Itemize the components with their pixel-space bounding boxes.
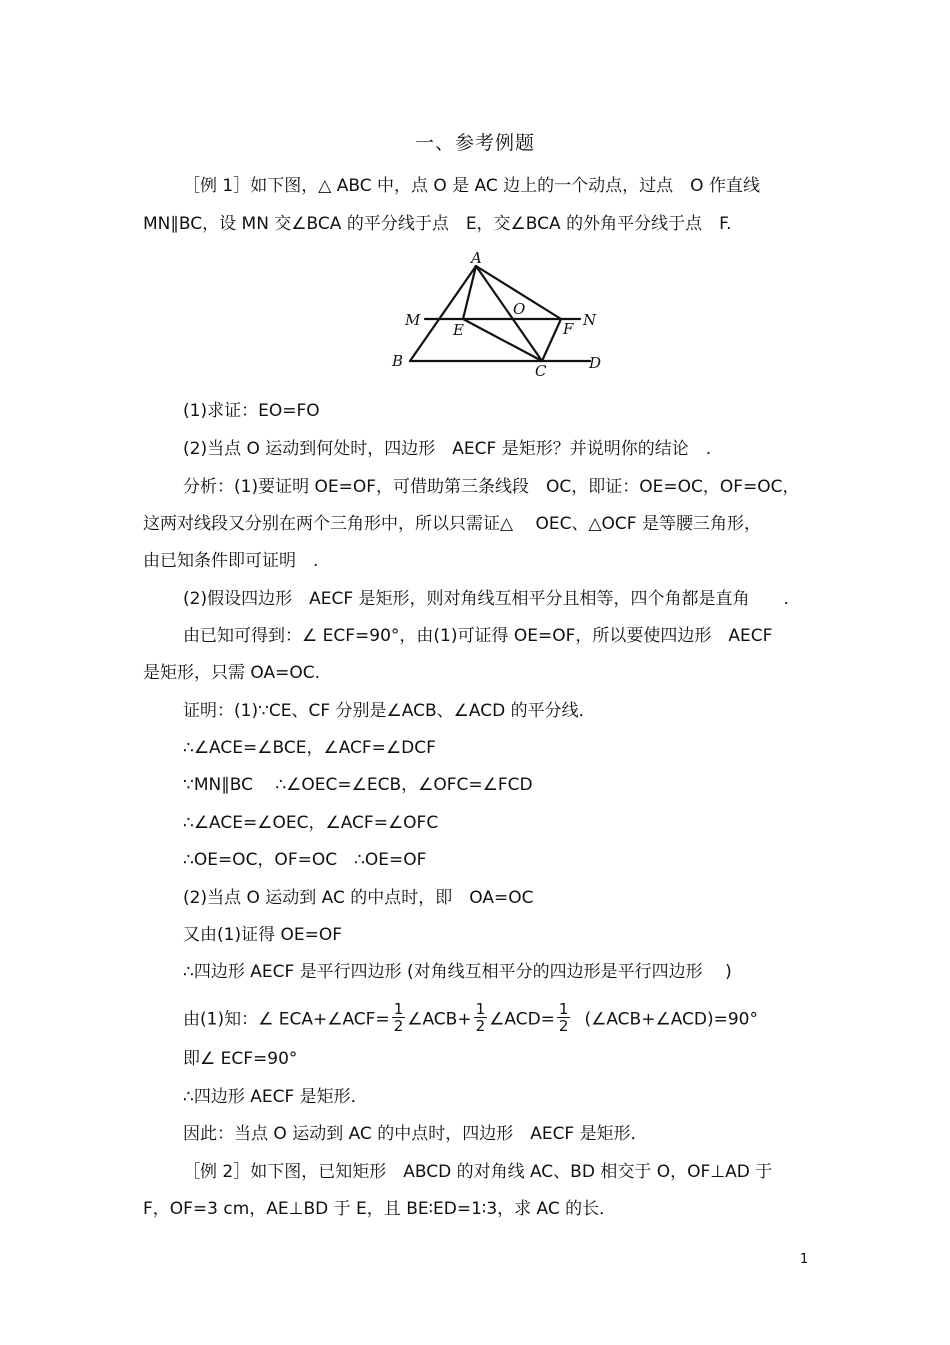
analysis-p2: (2)假设四边形 AECF 是矩形，则对角线互相平分且相等，四个角都是直角 .: [183, 589, 789, 609]
label-n: N: [583, 311, 597, 329]
segment-ac: [476, 266, 542, 361]
example1-line2: MN∥BC，设 MN 交∠BCA 的平分线于点 E，交∠BCA 的外角平分线于点 F.: [143, 214, 732, 234]
fraction-half-1: $\frac{1}{2}$: [393, 1000, 404, 1035]
label-o: O: [513, 300, 526, 318]
proof-line-2: ∴∠ACE=∠BCE，∠ACF=∠DCF: [183, 738, 436, 758]
proof-line-8: ∴四边形 AECF 是平行四边形 (对角线互相平分的四边形是平行四边形 ): [183, 962, 732, 982]
proof-line-9-mid1: ∠ACB+: [407, 1009, 472, 1030]
geometry-figure: [385, 248, 610, 378]
label-e: E: [453, 321, 464, 339]
segment-ec: [463, 319, 542, 361]
proof-line-5: ∴OE=OC，OF=OC ∴OE=OF: [183, 850, 427, 870]
label-f: F: [563, 320, 574, 338]
fraction-half-2: $\frac{1}{2}$: [475, 1000, 486, 1035]
proof-line-9-prefix: 由(1)知：∠ ECA+∠ACF=: [183, 1009, 390, 1030]
example1-line1: ［例 1］如下图，△ ABC 中，点 O 是 AC 边上的一个动点，过点 O 作直线: [183, 176, 760, 196]
proof-line-10: 即∠ ECF=90°: [183, 1049, 298, 1069]
analysis-p3-line2: 是矩形，只需 OA=OC.: [143, 663, 321, 683]
proof-line-7: 又由(1)证得 OE=OF: [183, 925, 343, 945]
proof-line-3: ∵MN∥BC ∴∠OEC=∠ECB，∠OFC=∠FCD: [183, 775, 533, 795]
section-title: 一、参考例题: [414, 132, 535, 154]
proof-line-1: 证明：(1)∵CE、CF 分别是∠ACB、∠ACD 的平分线．: [183, 701, 596, 721]
example2-line1: ［例 2］如下图，已知矩形 ABCD 的对角线 AC、BD 相交于 O，OF⊥AD 于: [183, 1162, 773, 1182]
analysis-p3-line1: 由已知可得到：∠ ECF=90°，由(1)可证得 OE=OF，所以要使四边形 AECF: [183, 626, 773, 646]
label-b: B: [392, 352, 404, 370]
proof-line-9: [183, 1000, 758, 1036]
segment-fc: [542, 319, 561, 361]
question-1: (1)求证：EO=FO: [183, 401, 320, 421]
analysis-p1-line1: 分析：(1)要证明 OE=OF，可借助第三条线段 OC，即证：OE=OC，OF=OC，: [183, 477, 800, 497]
proof-line-9-mid2: ∠ACD=: [489, 1009, 555, 1030]
page-number: 1: [800, 1252, 809, 1267]
question-2: (2)当点 O 运动到何处时，四边形 AECF 是矩形？并说明你的结论 .: [183, 439, 712, 459]
proof-line-11: ∴四边形 AECF 是矩形．: [183, 1087, 368, 1107]
proof-line-6: (2)当点 O 运动到 AC 的中点时，即 OA=OC: [183, 888, 534, 908]
example2-line2: F，OF=3 cm，AE⊥BD 于 E，且 BE∶ED=1∶3，求 AC 的长．: [143, 1199, 617, 1219]
analysis-p1-line2: 这两对线段又分别在两个三角形中，所以只需证△ OEC、△OCF 是等腰三角形，: [143, 514, 761, 534]
fraction-half-3: $\frac{1}{2}$: [558, 1000, 569, 1035]
triangle-diagram: [385, 248, 610, 378]
analysis-p1-line3: 由已知条件即可证明 .: [143, 551, 319, 571]
label-d: D: [589, 354, 602, 372]
proof-line-12: 因此：当点 O 运动到 AC 的中点时，四边形 AECF 是矩形．: [183, 1124, 648, 1144]
label-m: M: [405, 311, 421, 329]
proof-line-4: ∴∠ACE=∠OEC，∠ACF=∠OFC: [183, 813, 439, 833]
label-c: C: [535, 362, 547, 378]
proof-line-9-suffix: (∠ACB+∠ACD)=90°: [584, 1009, 758, 1030]
label-a: A: [471, 249, 482, 267]
